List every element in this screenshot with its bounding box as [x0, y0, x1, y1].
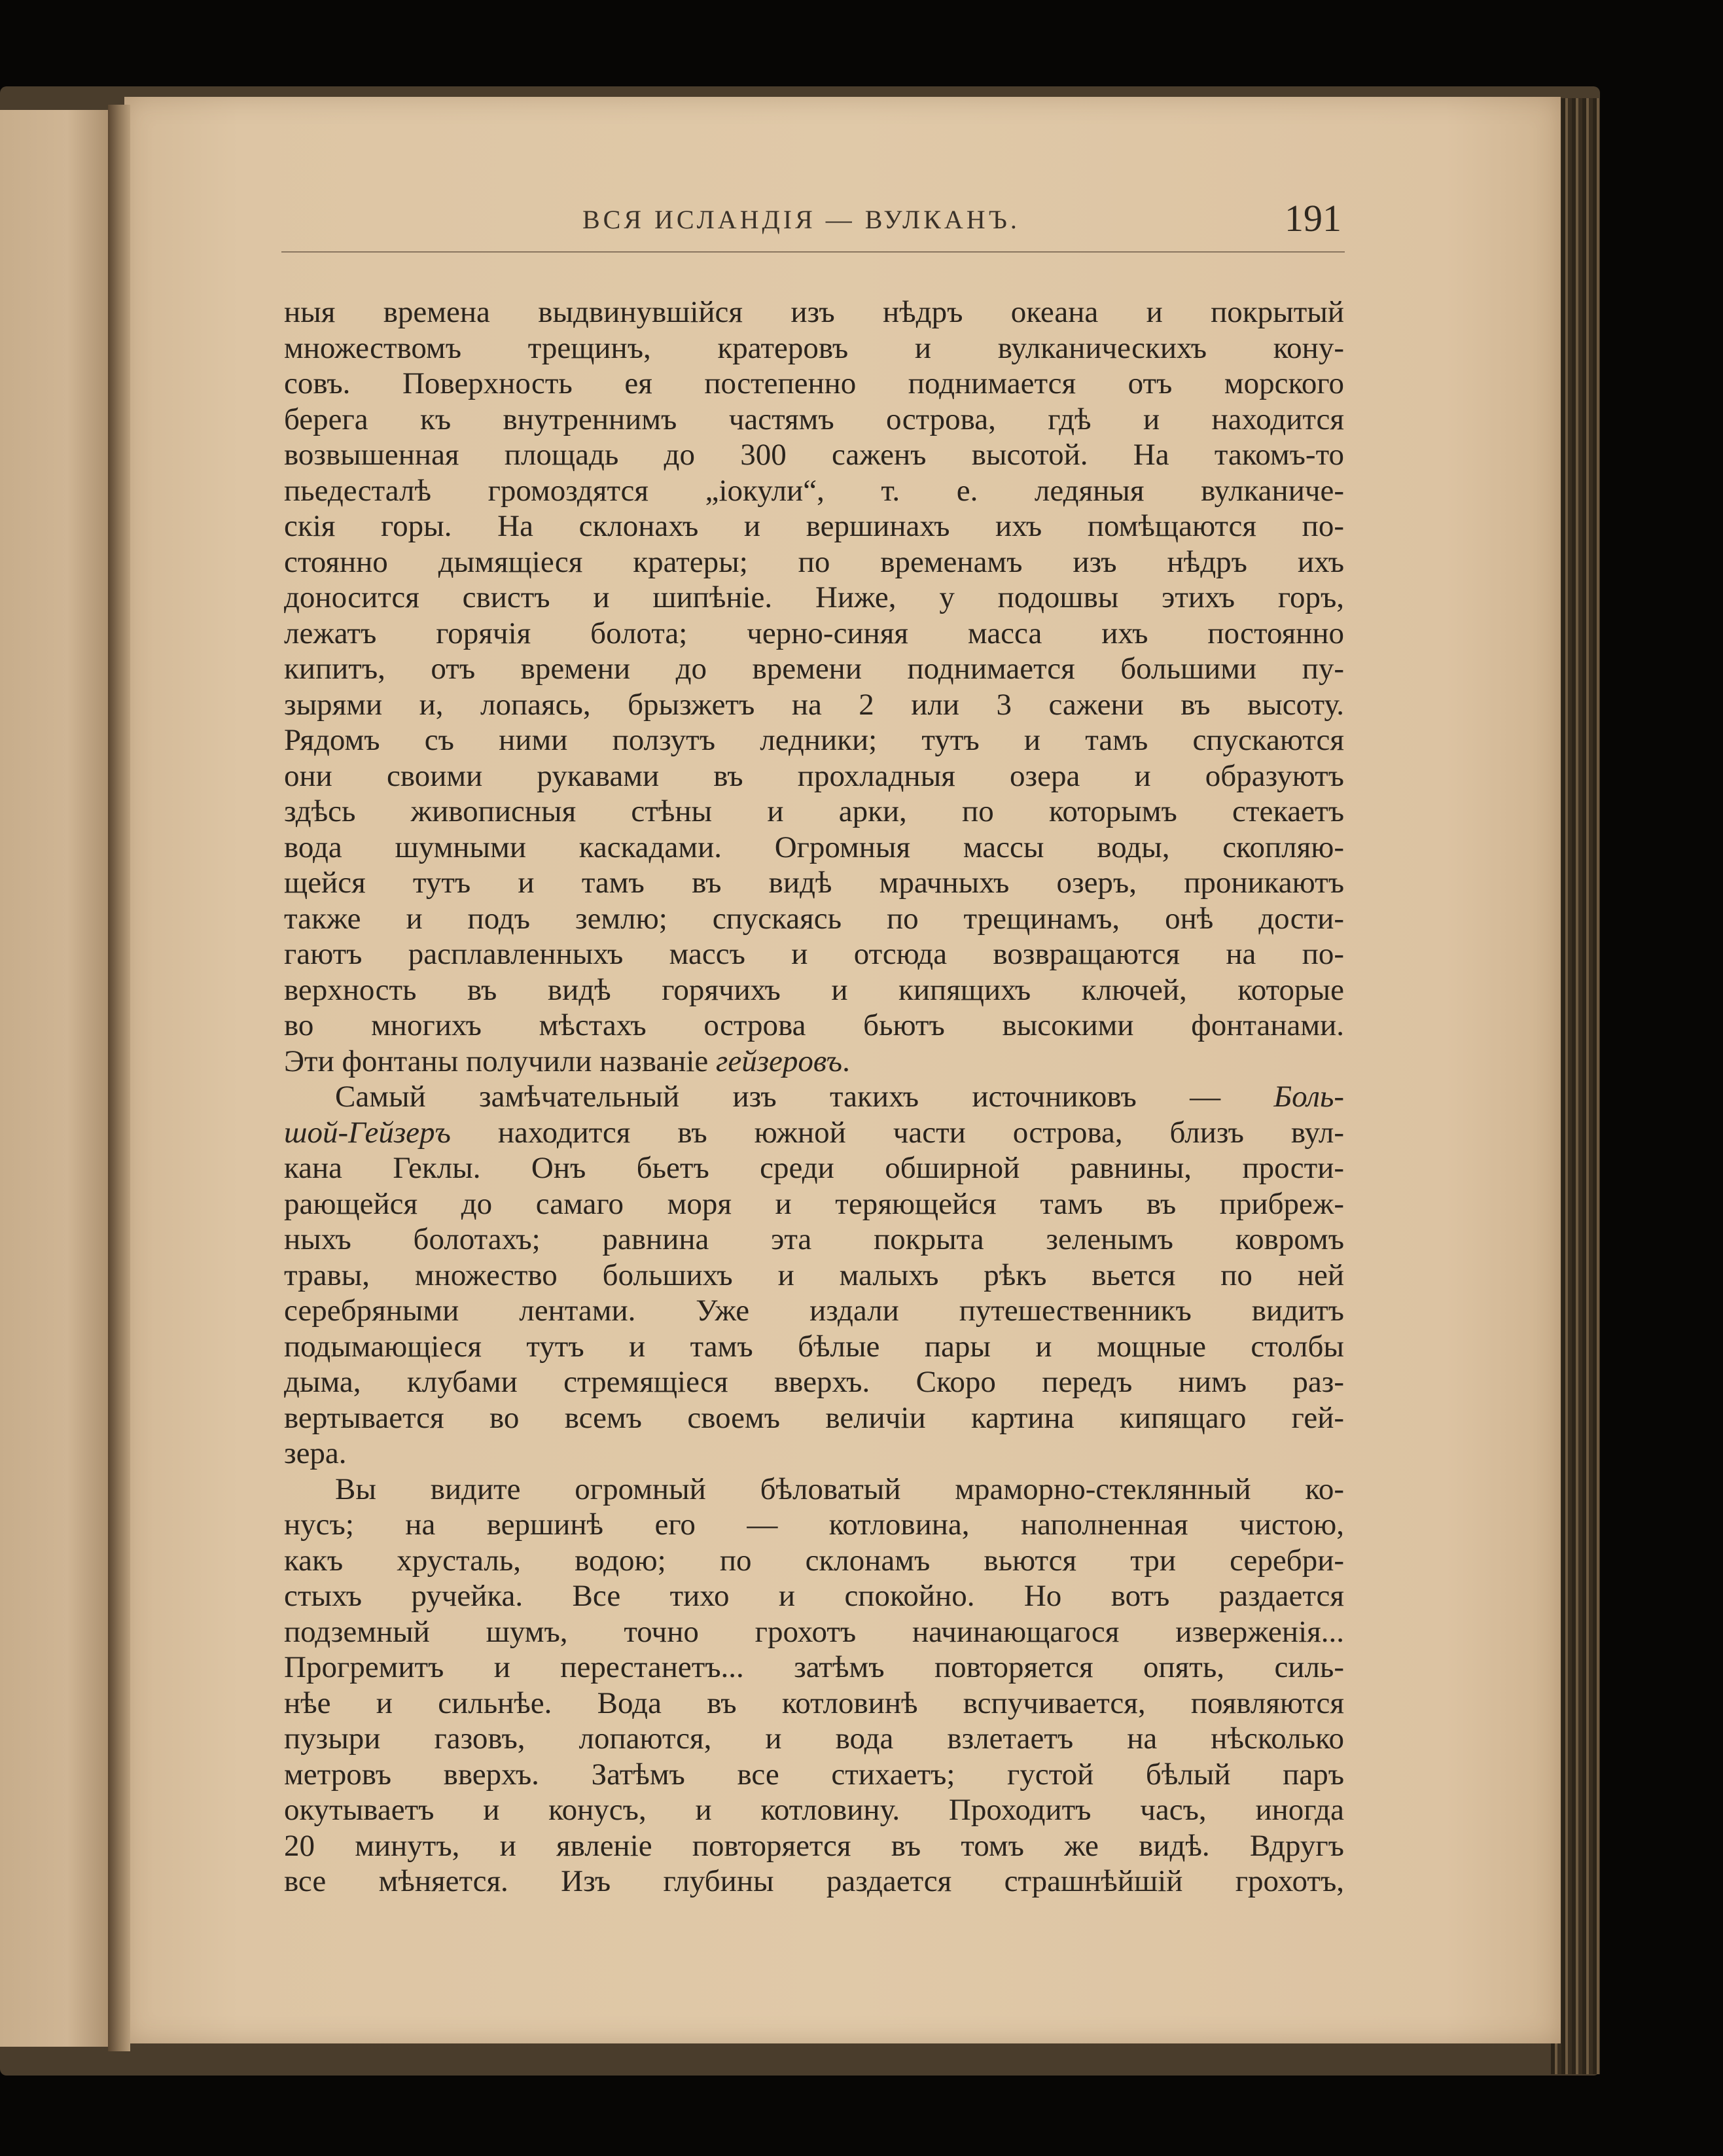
text-line: подземный шумъ, точно грохотъ начинающагося изверженія... — [284, 1614, 1344, 1649]
header-title: ВСЯ ИСЛАНДІЯ — ВУЛКАНЪ. — [582, 205, 1020, 234]
text-line: гаютъ расплавленныхъ массъ и отсюда возвращаются на по- — [284, 937, 1344, 971]
page-number: 191 — [1285, 197, 1341, 239]
text-line: пузыри газовъ, лопаются, и вода взлетаетъ на нѣсколько — [284, 1722, 1344, 1756]
book-gutter — [108, 105, 130, 2051]
text-line: скія горы. На склонахъ и вершинахъ ихъ помѣщаются по- — [284, 509, 1344, 543]
text-line: Рядомъ съ ними ползутъ ледники; тутъ и тамъ спускаются — [284, 723, 1344, 757]
text-line: стоянно дымящіеся кратеры; по временамъ изъ нѣдръ ихъ — [284, 544, 1344, 579]
text-line: зырями и, лопаясь, брызжетъ на 2 или 3 сажени въ высоту. — [284, 687, 1344, 722]
text-line: они своими рукавами въ прохладныя озера и образуютъ — [284, 758, 1344, 793]
text-line: какъ хрусталь, водою; по склонамъ вьются три серебри- — [284, 1543, 1344, 1578]
text-line: вода шумными каскадами. Огромныя массы воды, скопляю- — [284, 830, 1344, 864]
text-line: верхность въ видѣ горячихъ и кипящихъ ключей, которые — [284, 972, 1344, 1007]
term-great-geyser: Боль- — [1273, 1080, 1344, 1114]
text-line: во многихъ мѣстахъ острова бьютъ высокими фонтанами. — [284, 1008, 1344, 1042]
left-page-edge — [0, 110, 113, 2047]
text-line: нѣе и сильнѣе. Вода въ котловинѣ вспучивается, появляются — [284, 1686, 1344, 1720]
text-line: серебряными лентами. Уже издали путешественникъ видитъ — [284, 1294, 1344, 1328]
text-line: Эти фонтаны получили названіе гейзеровъ. — [284, 1044, 850, 1078]
text-line: метровъ вверхъ. Затѣмъ все стихаетъ; густой бѣлый паръ — [284, 1757, 1344, 1792]
header-rule — [281, 251, 1345, 253]
text-line: дыма, клубами стремящіеся вверхъ. Скоро передъ нимъ раз- — [284, 1365, 1344, 1399]
text-line: кана Геклы. Онъ бьетъ среди обширной равнины, прости- — [284, 1151, 1344, 1185]
term-geysers: гейзеровъ — [716, 1044, 843, 1078]
text-line: также и подъ землю; спускаясь по трещинамъ, онѣ дости- — [284, 901, 1344, 936]
text-line: пьедесталѣ громоздятся „іокули“, т. е. ледяныя вулканиче- — [284, 473, 1344, 508]
text-line: ныхъ болотахъ; равнина эта покрыта зеленымъ ковромъ — [284, 1222, 1344, 1256]
text-line: кипитъ, отъ времени до времени поднимается большими пу- — [284, 652, 1344, 686]
text-line: окутываетъ и конусъ, и котловину. Проходитъ часъ, иногда — [284, 1793, 1344, 1827]
text-line: нусъ; на вершинѣ его — котловина, наполненная чистою, — [284, 1508, 1344, 1542]
text-line: зера. — [284, 1436, 347, 1470]
text-line: травы, множество большихъ и малыхъ рѣкъ вьется по ней — [284, 1258, 1344, 1292]
running-header — [281, 196, 1341, 255]
text-line: ныя времена выдвинувшійся изъ нѣдръ океана и покрытый — [284, 295, 1344, 329]
text-line: все мѣняется. Изъ глубины раздается страшнѣйшій грохотъ, — [284, 1864, 1344, 1898]
text-line: 20 минутъ, и явленіе повторяется въ томъ же видѣ. Вдругъ — [284, 1828, 1344, 1863]
text-line: подымающіеся тутъ и тамъ бѣлые пары и мощные столбы — [284, 1329, 1344, 1364]
text-line: Вы видите огромный бѣловатый мраморно-стеклянный ко- — [335, 1472, 1344, 1506]
text-line: рающейся до самаго моря и теряющейся тамъ въ прибреж- — [284, 1186, 1344, 1221]
text-line: Прогремитъ и перестанетъ... затѣмъ повторяется опять, силь- — [284, 1650, 1344, 1684]
text-line: берега къ внутреннимъ частямъ острова, гдѣ и находится — [284, 402, 1344, 436]
text-line: возвышенная площадь до 300 саженъ высотой. На такомъ-то — [284, 438, 1344, 472]
text-line: шой-Гейзеръ находится въ южной части острова, близъ вул- — [284, 1115, 1344, 1150]
text-line: вертывается во всемъ своемъ величіи картина кипящаго гей- — [284, 1400, 1344, 1435]
text-line: множествомъ трещинъ, кратеровъ и вулканическихъ кону- — [284, 330, 1344, 365]
text-line: щейся тутъ и тамъ въ видѣ мрачныхъ озеръ, проникаютъ — [284, 866, 1344, 900]
text-line: совъ. Поверхность ея постепенно поднимается отъ морского — [284, 366, 1344, 400]
text-line: лежатъ горячія болота; черно-синяя масса ихъ постоянно — [284, 616, 1344, 650]
text-line: здѣсь живописныя стѣны и арки, по которымъ стекаетъ — [284, 794, 1344, 828]
body-text — [284, 294, 1344, 1900]
text-line: стыхъ ручейка. Все тихо и спокойно. Но вотъ раздается — [284, 1579, 1344, 1613]
text-line: Самый замѣчательный изъ такихъ источниковъ — Боль- — [335, 1080, 1344, 1114]
text-line: доносится свистъ и шипѣніе. Ниже, у подошвы этихъ горъ, — [284, 580, 1344, 614]
term-great-geyser-cont: шой-Гейзеръ — [284, 1115, 451, 1150]
